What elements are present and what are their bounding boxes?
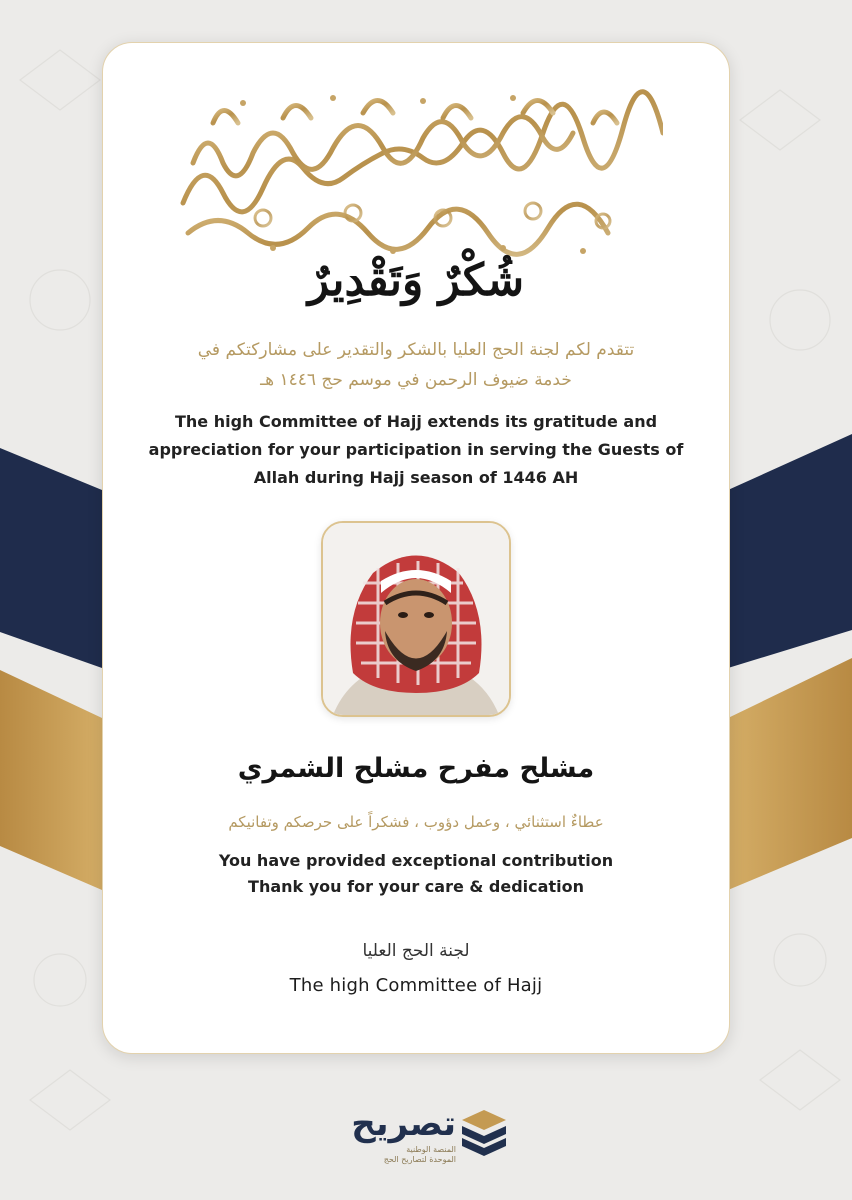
intro-ar-line-1: تتقدم لكم لجنة الحج العليا بالشكر والتقدير على مشاركتكم في bbox=[197, 340, 635, 360]
intro-en-line-3: Allah during Hajj season of 1446 AH bbox=[253, 468, 579, 487]
logo-subtitle-line-1: المنصة الوطنية bbox=[406, 1145, 456, 1154]
logo-subtitle bbox=[326, 1145, 456, 1165]
recipient-name: مشلح مفرح مشلح الشمري bbox=[237, 753, 595, 784]
intro-english bbox=[133, 408, 699, 492]
right-navy-stripe bbox=[728, 434, 852, 668]
logo-name: تصريح bbox=[351, 1104, 456, 1144]
tasreeh-logo bbox=[316, 1104, 536, 1172]
recipient-photo bbox=[321, 521, 511, 717]
intro-en-line-2: appreciation for your participation in serving the Guests of bbox=[148, 440, 684, 459]
logo-subtitle-line-2: الموحدة لتصاريح الحج bbox=[383, 1155, 456, 1164]
intro-en-line-1: The high Committee of Hajj extends its gratitude and bbox=[174, 412, 658, 431]
message-arabic: عطاءٌ استثنائي ، وعمل دؤوب ، فشكراً على حرصكم وتفانيكم bbox=[228, 813, 604, 831]
intro-arabic bbox=[143, 335, 689, 395]
message-en-line-1: You have provided exceptional contribution bbox=[218, 851, 614, 870]
message-en-line-2: Thank you for your care & dedication bbox=[248, 877, 584, 896]
right-gold-stripe bbox=[728, 658, 852, 890]
committee-arabic: لجنة الحج العليا bbox=[362, 941, 470, 961]
kaaba-icon bbox=[458, 1108, 510, 1162]
left-navy-stripe bbox=[0, 448, 102, 668]
calligraphy-ornament bbox=[173, 83, 663, 263]
certificate-card bbox=[102, 42, 730, 1054]
left-gold-stripe bbox=[0, 670, 102, 890]
committee-english: The high Committee of Hajj bbox=[289, 975, 543, 996]
intro-ar-line-2: خدمة ضيوف الرحمن في موسم حج ١٤٤٦ هـ bbox=[260, 370, 572, 390]
thanks-title: شُكْرٌ وَتَقْدِيرٌ bbox=[307, 255, 525, 306]
